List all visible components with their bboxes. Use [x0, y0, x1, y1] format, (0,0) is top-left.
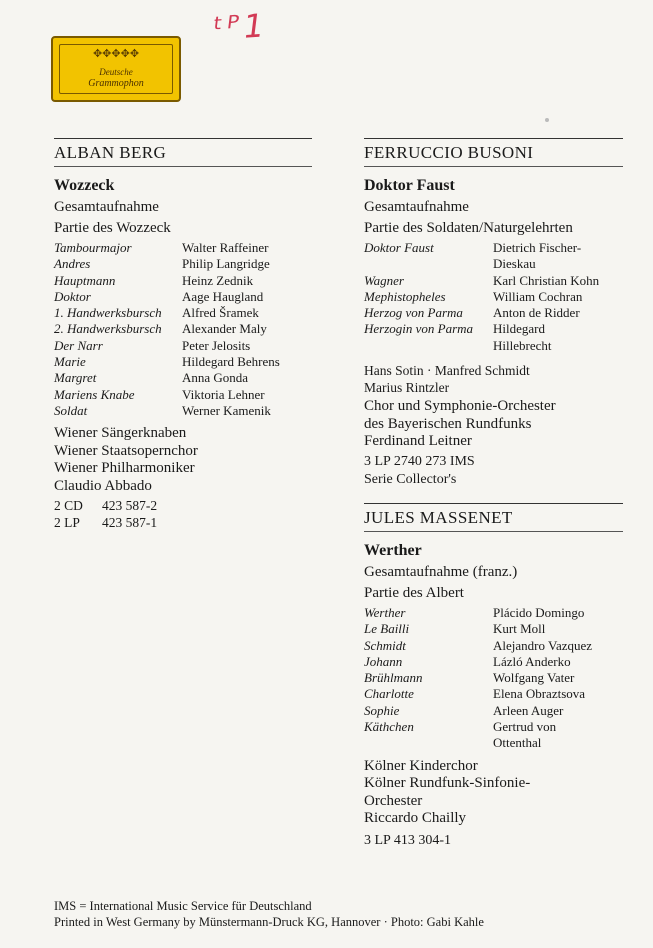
cast-role: 2. Handwerksbursch [54, 321, 162, 337]
cast-artist: Dieskau [493, 256, 536, 272]
catalog-numbers [54, 497, 312, 531]
ensembles [364, 758, 623, 828]
cast-role: Soldat [54, 402, 88, 418]
ensembles [54, 425, 312, 495]
cast-artist: Elena Obraztsova [493, 686, 586, 702]
ensemble-line: Kölner Rundfunk-Sinfonie- [364, 775, 531, 792]
busoni-section [364, 138, 623, 489]
cast-role: Doktor Faust [364, 240, 434, 255]
cast-role: Margret [54, 370, 97, 386]
ensemble-line: Chor und Symphonie-Orchester [364, 398, 556, 415]
ensembles [364, 398, 623, 451]
catalog-format: 2 LP [54, 515, 80, 531]
cast-role: Doktor [54, 288, 91, 304]
cast-artist: Kurt Moll [493, 621, 546, 637]
cast-artist: Peter Jelosits [182, 337, 251, 353]
cast-role: Mariens Knabe [54, 386, 135, 402]
cast-artist: Philip Langridge [182, 256, 270, 272]
recording-type: Gesamtaufnahme [54, 199, 159, 215]
recording-type: Gesamtaufnahme (franz.) [364, 564, 518, 580]
cast-artist: Walter Raffeiner [182, 240, 269, 255]
cast-role: Brühlmann [364, 670, 423, 686]
section-rule-bottom [364, 166, 623, 167]
cast-role: Le Bailli [364, 621, 410, 637]
work-title: Wozzeck [54, 177, 115, 194]
handwritten-mark: ᵗᴾ1 [212, 6, 270, 48]
conductor: Riccardo Chailly [364, 810, 467, 827]
cast-artist: Arleen Auger [493, 702, 564, 718]
cast-artist: Alejandro Vazquez [493, 637, 593, 653]
additional-cast-line: Marius Rintzler [364, 380, 450, 396]
logo-line1: Deutsche [99, 67, 133, 77]
catalog-format: 2 CD [54, 498, 83, 514]
cast-artist: Lázló Anderko [493, 653, 571, 669]
tulip-crown-icon: ✥✥✥✥✥ [92, 48, 140, 60]
catalog-number: 3 LP 413 304-1 [364, 832, 451, 848]
section-rule-top [54, 138, 312, 139]
section-rule-bottom [364, 531, 623, 532]
logo-inner-frame [59, 44, 173, 94]
berg-section [54, 138, 312, 531]
cast-role [364, 735, 493, 751]
cast-artist: Karl Christian Kohn [493, 272, 600, 288]
section-rule-top [364, 503, 623, 504]
cast-artist: Aage Haugland [182, 288, 264, 304]
cast-role [364, 256, 493, 272]
cast-artist: Anna Gonda [182, 370, 249, 386]
cast-list [364, 240, 623, 354]
footer-credits: Printed in West Germany by Münstermann-Druck KG, Hannover · Photo: Gabi Kahle [54, 915, 484, 929]
cast-artist: Dietrich Fischer- [493, 240, 582, 255]
cast-role: 1. Handwerksbursch [54, 305, 162, 321]
massenet-section [364, 503, 623, 850]
cast-artist: Alfred Šramek [182, 305, 259, 321]
cast-role: Hauptmann [54, 272, 116, 288]
cast-role: Tambourmajor [54, 240, 132, 255]
cast-artist: Heinz Zednik [182, 272, 254, 288]
cast-artist: Ottenthal [493, 735, 542, 751]
cast-role [364, 338, 493, 354]
ensemble-line: Wiener Staatsopernchor [54, 442, 198, 459]
cast-role: Johann [364, 653, 403, 669]
catalog-numbers [364, 832, 623, 850]
part-description: Partie des Soldaten/Naturgelehrten [364, 220, 573, 236]
cast-artist: Alexander Maly [182, 321, 267, 337]
cast-role: Andres [54, 256, 91, 272]
cast-role: Wagner [364, 272, 404, 288]
catalog-numbers [364, 453, 623, 489]
cast-role: Der Narr [54, 337, 103, 353]
composer-name: FERRUCCIO BUSONI [364, 143, 534, 162]
ensemble-line: Kölner Kinderchor [364, 757, 478, 774]
cast-list [54, 240, 312, 419]
part-description: Partie des Wozzeck [54, 220, 171, 236]
cast-list [364, 605, 623, 752]
cast-role: Herzog von Parma [364, 305, 463, 321]
ensemble-line: des Bayerischen Rundfunks [364, 415, 532, 432]
cast-role: Mephistopheles [364, 288, 446, 304]
work-title: Doktor Faust [364, 177, 455, 194]
deutsche-grammophon-logo [51, 36, 181, 102]
cast-role: Charlotte [364, 686, 414, 702]
cast-artist: Wolfgang Vater [493, 670, 575, 686]
cast-role: Schmidt [364, 637, 406, 653]
conductor: Ferdinand Leitner [364, 433, 472, 450]
footer-ims-note: IMS = International Music Service für Deutschland [54, 899, 312, 913]
additional-cast-line: Hans Sotin · Manfred Schmidt [364, 363, 530, 379]
recording-type: Gesamtaufnahme [364, 199, 469, 215]
cast-artist: Plácido Domingo [493, 605, 585, 620]
cast-artist: Viktoria Lehner [182, 386, 265, 402]
section-rule-bottom [54, 166, 312, 167]
ensemble-line: Orchester [364, 792, 423, 809]
part-description: Partie des Albert [364, 585, 464, 601]
cast-artist: Anton de Ridder [493, 305, 580, 321]
cast-artist: Hildegard Behrens [182, 354, 280, 370]
additional-cast [364, 362, 623, 396]
catalog-number: 423 587-1 [102, 515, 158, 531]
footer [54, 898, 484, 930]
section-rule-top [364, 138, 623, 139]
catalog-series: Serie Collector's [364, 471, 457, 487]
cast-artist: Hildegard [493, 321, 545, 337]
cast-artist: Hillebrecht [493, 337, 552, 353]
cast-artist: Werner Kamenik [182, 402, 271, 418]
catalog-number: 423 587-2 [102, 498, 158, 514]
cast-role: Herzogin von Parma [364, 321, 474, 337]
cast-role: Käthchen [364, 719, 414, 735]
cast-artist: William Cochran [493, 288, 583, 304]
composer-name: ALBAN BERG [54, 143, 167, 162]
decorative-dot [545, 118, 549, 122]
ensemble-line: Wiener Philharmoniker [54, 460, 195, 477]
cast-artist: Gertrud von [493, 719, 557, 735]
conductor: Claudio Abbado [54, 477, 152, 494]
composer-name: JULES MASSENET [364, 508, 513, 527]
ensemble-line: Wiener Sängerknaben [54, 425, 187, 442]
cast-role: Werther [364, 605, 406, 620]
cast-role: Sophie [364, 702, 400, 718]
cast-role: Marie [54, 354, 86, 370]
work-title: Werther [364, 542, 422, 559]
catalog-number: 3 LP 2740 273 IMS [364, 453, 475, 469]
logo-line2: Grammophon [88, 78, 144, 89]
